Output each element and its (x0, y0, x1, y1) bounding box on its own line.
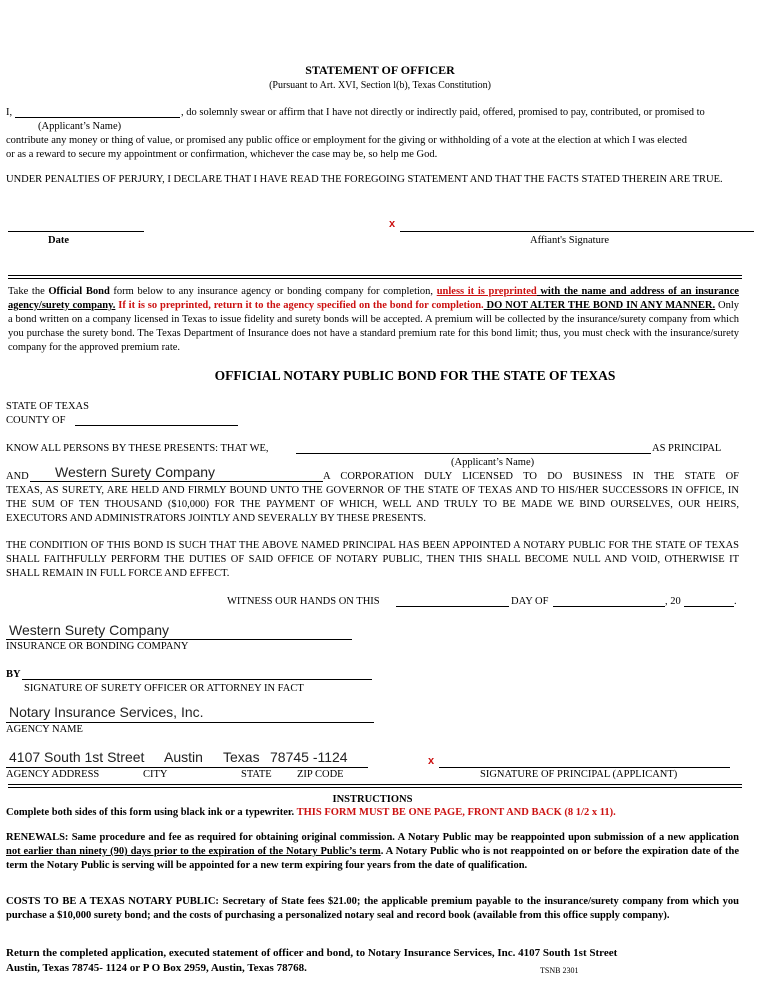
affiant-signature-field[interactable] (400, 231, 754, 232)
zip-code-label: ZIP CODE (297, 769, 344, 780)
agency-zip-value: 78745 -1124 (270, 749, 348, 765)
county-label: COUNTY OF (6, 415, 66, 426)
witness-day-field[interactable] (396, 606, 509, 607)
bond-title: OFFICIAL NOTARY PUBLIC BOND FOR THE STATE OF TEXAS (214, 368, 616, 383)
oath-line-3: or as a reward to secure my appointment or confirmation, whichever the case may be, so help me God. (6, 149, 438, 160)
city-label: CITY (143, 769, 168, 780)
statement-title: STATEMENT OF OFFICER (305, 63, 455, 77)
costs-paragraph: COSTS TO BE A TEXAS NOTARY PUBLIC: Secretary of State fees $21.00; the applicable premium payable to the insurance/surety company from which you purchase a $10,000 surety bond; and the costs of purchasing a personalized notary seal and record book (available from this office supply company). (6, 896, 739, 921)
surety-officer-signature-label: SIGNATURE OF SURETY OFFICER OR ATTORNEY IN FACT (24, 683, 304, 694)
county-field[interactable] (75, 425, 238, 426)
section-divider (8, 275, 742, 279)
witness-year-field[interactable] (684, 606, 734, 607)
agency-name-label: AGENCY NAME (6, 724, 83, 735)
know-all-persons: KNOW ALL PERSONS BY THESE PRESENTS: THAT WE, (6, 443, 269, 454)
statement-subtitle: (Pursuant to Art. XVI, Section l(b), Texas Constitution) (269, 80, 491, 91)
oath-line-2: contribute any money or thing of value, or promised any public office or employment for the giving or withholding of a vote at the election at which I was elected (6, 135, 687, 146)
bond-body: TEXAS, AS SURETY, ARE HELD AND FIRMLY BOUND UNTO THE GOVERNOR OF THE STATE OF TEXAS AND TO HIS/HER SUCCESSORS IN OFFICE, IN THE SUM OF TEN THOUSAND ($10,000) FOR THE PAYMENT OF WHICH, WELL AND TRULY TO BE MADE WE BIND OURSELVES, OUR HEIRS, EXECUTORS AND ADMINISTRATORS JOINTLY AND SEVERALLY BY THESE PRESENTS. (6, 485, 739, 524)
and-label: AND (6, 471, 29, 482)
insurance-company-label: INSURANCE OR BONDING COMPANY (6, 641, 189, 652)
return-line-2: Austin, Texas 78745- 1124 or P O Box 2959, Austin, Texas 78768. (6, 962, 307, 974)
witness-label: WITNESS OUR HANDS ON THIS (227, 596, 380, 607)
principal-signature-label: SIGNATURE OF PRINCIPAL (APPLICANT) (480, 769, 678, 780)
x-mark-2: x (428, 755, 435, 767)
agency-address-label: AGENCY ADDRESS (6, 769, 100, 780)
renewals-paragraph: RENEWALS: Same procedure and fee as required for obtaining original commission. A Notary Public may be reappointed upon submission of a new application not earlier than ninety (90) days prior to the expiration of the Notary Public’s term. A Notary Public who is not reappointed on or before the expiration date of the term the Notary Public is serving will be appointed for a new term expiring four years from the date of qualification. (6, 832, 739, 871)
year-suffix: . (734, 596, 737, 607)
agency-address-value: 4107 South 1st Street (9, 749, 145, 765)
by-label: BY (6, 669, 21, 680)
applicant-name-field[interactable] (15, 117, 180, 118)
applicant-name-caption-2: (Applicant’s Name) (451, 457, 535, 468)
insurance-company-value: Western Surety Company (9, 622, 170, 638)
affiant-signature-label: Affiant's Signature (530, 235, 609, 246)
return-line-1: Return the completed application, executed statement of officer and bond, to Notary Insurance Services, Inc. 4107 South 1st Street (6, 947, 618, 959)
surety-company-value: Western Surety Company (55, 464, 216, 480)
surety-company-field[interactable] (30, 481, 323, 482)
witness-month-field[interactable] (553, 606, 665, 607)
as-principal-label: AS PRINCIPAL (652, 443, 722, 454)
instructions-line-1: Complete both sides of this form using black ink or a typewriter. THIS FORM MUST BE ONE PAGE, FRONT AND BACK (8 1/2 x 11). (6, 807, 616, 818)
date-label: Date (48, 235, 69, 246)
surety-officer-signature-field[interactable] (22, 679, 372, 680)
state-label-2: STATE (241, 769, 272, 780)
agency-name-value: Notary Insurance Services, Inc. (9, 704, 204, 720)
applicant-name-caption: (Applicant’s Name) (38, 121, 122, 132)
state-label: STATE OF TEXAS (6, 401, 89, 412)
instructions-divider (8, 784, 742, 788)
year-prefix: , 20 (665, 596, 681, 607)
agency-city-value: Austin (164, 749, 203, 765)
instructions-title: INSTRUCTIONS (332, 794, 413, 805)
bond-condition: THE CONDITION OF THIS BOND IS SUCH THAT THE ABOVE NAMED PRINCIPAL HAS BEEN APPOINTED A NOTARY PUBLIC FOR THE STATE OF TEXAS SHALL FAITHFULLY PERFORM THE DUTIES OF SAID OFFICE OF NOTARY PUBLIC, THEN THIS SHALL BECOME NULL AND VOID, OTHERWISE IT SHALL REMAIN IN FULL FORCE AND EFFECT. (6, 540, 739, 579)
date-field[interactable] (8, 231, 144, 232)
form-code: TSNB 2301 (540, 966, 579, 975)
bond-notice: Take the Official Bond form below to any insurance agency or bonding company for completion, unless it is preprinted with the name and address of an insurance agency/surety company. If it is so preprinted, return it to the agency specified on the bond for completion. DO NOT ALTER THE BOND IN ANY MANNER. Only a bond written on a company licensed in Texas to issue fidelity and surety bonds will be accepted. A premium will be collected by the insurance/surety company from which you purchase the surety bond. The Texas Department of Insurance does not have a standard premium rate for this bond limit; thus, you must check with the insurance/surety company for the approved premium rate. (8, 286, 739, 353)
oath-prefix: I, (6, 107, 13, 118)
oath-line-1: , do solemnly swear or affirm that I have not directly or indirectly paid, offered, promised to pay, contributed, or promised to (181, 107, 705, 118)
perjury-declaration: UNDER PENALTIES OF PERJURY, I DECLARE THAT I HAVE READ THE FOREGOING STATEMENT AND THAT THE FACTS STATED THEREIN ARE TRUE. (6, 174, 723, 185)
agency-state-value: Texas (223, 749, 260, 765)
x-mark: x (389, 218, 396, 230)
principal-name-field[interactable] (296, 453, 651, 454)
day-of-label: DAY OF (511, 596, 549, 607)
corporation-line: A CORPORATION DULY LICENSED TO DO BUSINESS IN THE STATE OF (323, 471, 739, 482)
